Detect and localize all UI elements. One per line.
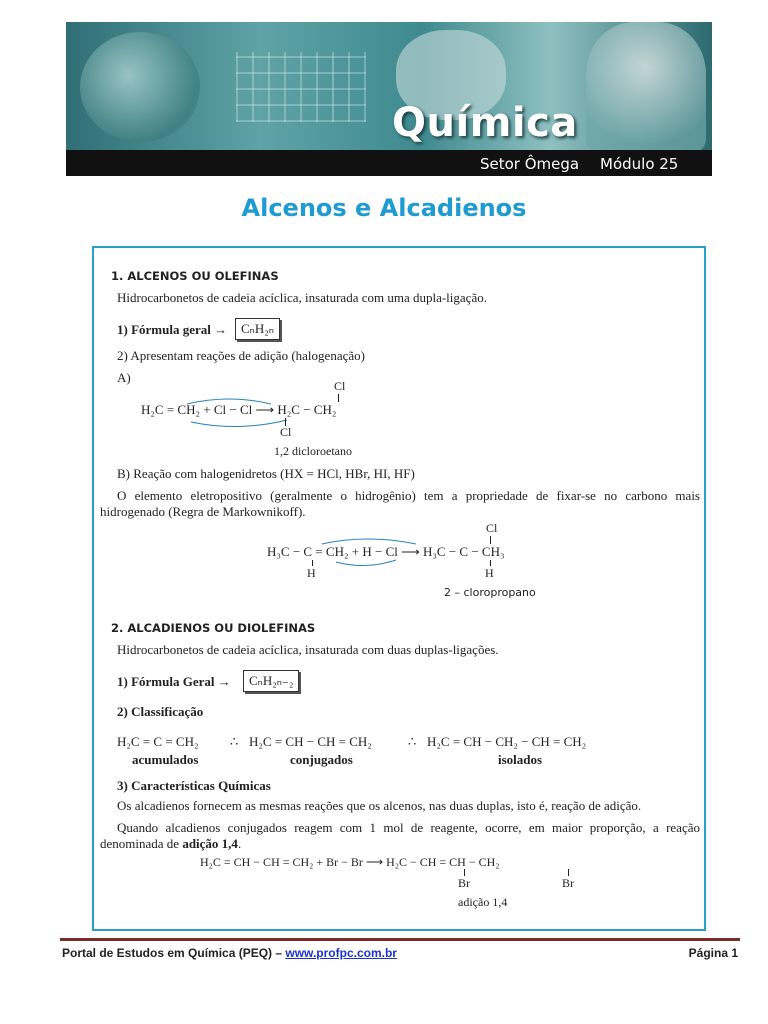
reaction-a-equation: H₂C = CH₂ + Cl − Cl ⟶ H₂C − CH₂: [141, 402, 337, 417]
acumulados-label: acumulados: [132, 752, 199, 767]
therefore-1: ∴: [230, 734, 239, 749]
page-number: Página 1: [688, 946, 738, 960]
reaction-b-equation: H₃C − C = CH₂ + H − Cl ⟶ H₃C − C − CH₃: [267, 544, 505, 559]
content-box: [92, 246, 706, 931]
section2-item2: 2) Classificação: [117, 704, 204, 719]
module-label: Módulo 25: [600, 155, 679, 173]
reaction-a-cl-bottom: Cl: [280, 425, 292, 439]
grid-graphic: [236, 52, 366, 122]
section2-item3: 3) Características Químicas: [117, 778, 271, 793]
section1-item-a: A): [117, 370, 131, 385]
reaction-a-product: 1,2 dicloroetano: [274, 444, 352, 458]
banner-title: Química: [392, 100, 578, 146]
reaction-b-product: 2 – cloropropano: [444, 586, 536, 599]
isolados-formula: H₂C = CH − CH₂ − CH = CH₂: [427, 734, 587, 749]
section2-definition: Hidrocarbonetos de cadeia acíclica, insaturada com duas duplas-ligações.: [117, 642, 499, 657]
section2-formula-box: CₙH₂ₙ₋₂: [243, 670, 299, 692]
footer-link[interactable]: www.profpc.com.br: [285, 946, 397, 960]
section1-item2: 2) Apresentam reações de adição (halogenação): [117, 348, 365, 363]
molecule-graphic: [80, 32, 200, 142]
section1-item-b: B) Reação com halogenidretos (HX = HCl, HBr, HI, HF): [117, 466, 415, 481]
reaction-b-arrows: [316, 536, 456, 572]
reaction-b-bond-top: [490, 536, 491, 544]
footer-left: Portal de Estudos em Química (PEQ) – www.profpc.com.br: [62, 946, 397, 960]
therefore-2: ∴: [408, 734, 417, 749]
reaction-2-equation: H₂C = CH − CH = CH₂ + Br − Br ⟶ H₂C − CH = CH − CH₂: [200, 855, 500, 869]
section2-p2: Quando alcadienos conjugados reagem com 1 mol de reagente, ocorre, em maior proporção, a reação denominada de adição 1,4.: [100, 820, 700, 851]
section1-heading: 1. ALCENOS OU OLEFINAS: [111, 269, 279, 283]
reaction-2-br2: Br: [562, 876, 574, 890]
reaction-a-cl-top: Cl: [334, 379, 346, 393]
page-title: Alcenos e Alcadienos: [241, 194, 527, 222]
header-banner: [66, 22, 712, 176]
reaction-2-product: adição 1,4: [458, 895, 508, 909]
section2-p1: Os alcadienos fornecem as mesmas reações que os alcenos, nas duas duplas, isto é, reação de adição.: [117, 798, 642, 813]
conjugados-formula: H₂C = CH − CH = CH₂: [249, 734, 372, 749]
section1-formula-label: 1) Fórmula geral →: [117, 322, 228, 337]
reaction-a-arrows: [179, 396, 329, 430]
section1-paragraph: O elemento eletropositivo (geralmente o hidrogênio) tem a propriedade de fixar-se no carbono mais hidrogenado (Regra de Markownikoff).: [100, 488, 700, 519]
isolados-label: isolados: [498, 752, 543, 767]
banner-bar: [66, 150, 712, 176]
section1-definition: Hidrocarbonetos de cadeia acíclica, insaturada com uma dupla-ligação.: [117, 290, 487, 305]
reaction-2-br1: Br: [458, 876, 470, 890]
reaction-b-h-left: H: [307, 566, 316, 580]
section2-heading: 2. ALCADIENOS OU DIOLEFINAS: [111, 621, 316, 635]
reaction-a-bond-top: [338, 394, 339, 402]
section2-formula-label: 1) Fórmula Geral →: [117, 674, 231, 689]
footer-divider: [60, 938, 740, 941]
figure-graphic: [586, 22, 706, 152]
section1-formula-box: CₙH₂ₙ: [235, 318, 280, 340]
conjugados-label: conjugados: [290, 752, 353, 767]
reaction-b-h-bottom: H: [485, 566, 494, 580]
reaction-b-cl-top: Cl: [486, 521, 498, 535]
sector-label: Setor Ômega: [480, 155, 580, 173]
acumulados-formula: H₂C = C = CH₂: [117, 734, 199, 749]
